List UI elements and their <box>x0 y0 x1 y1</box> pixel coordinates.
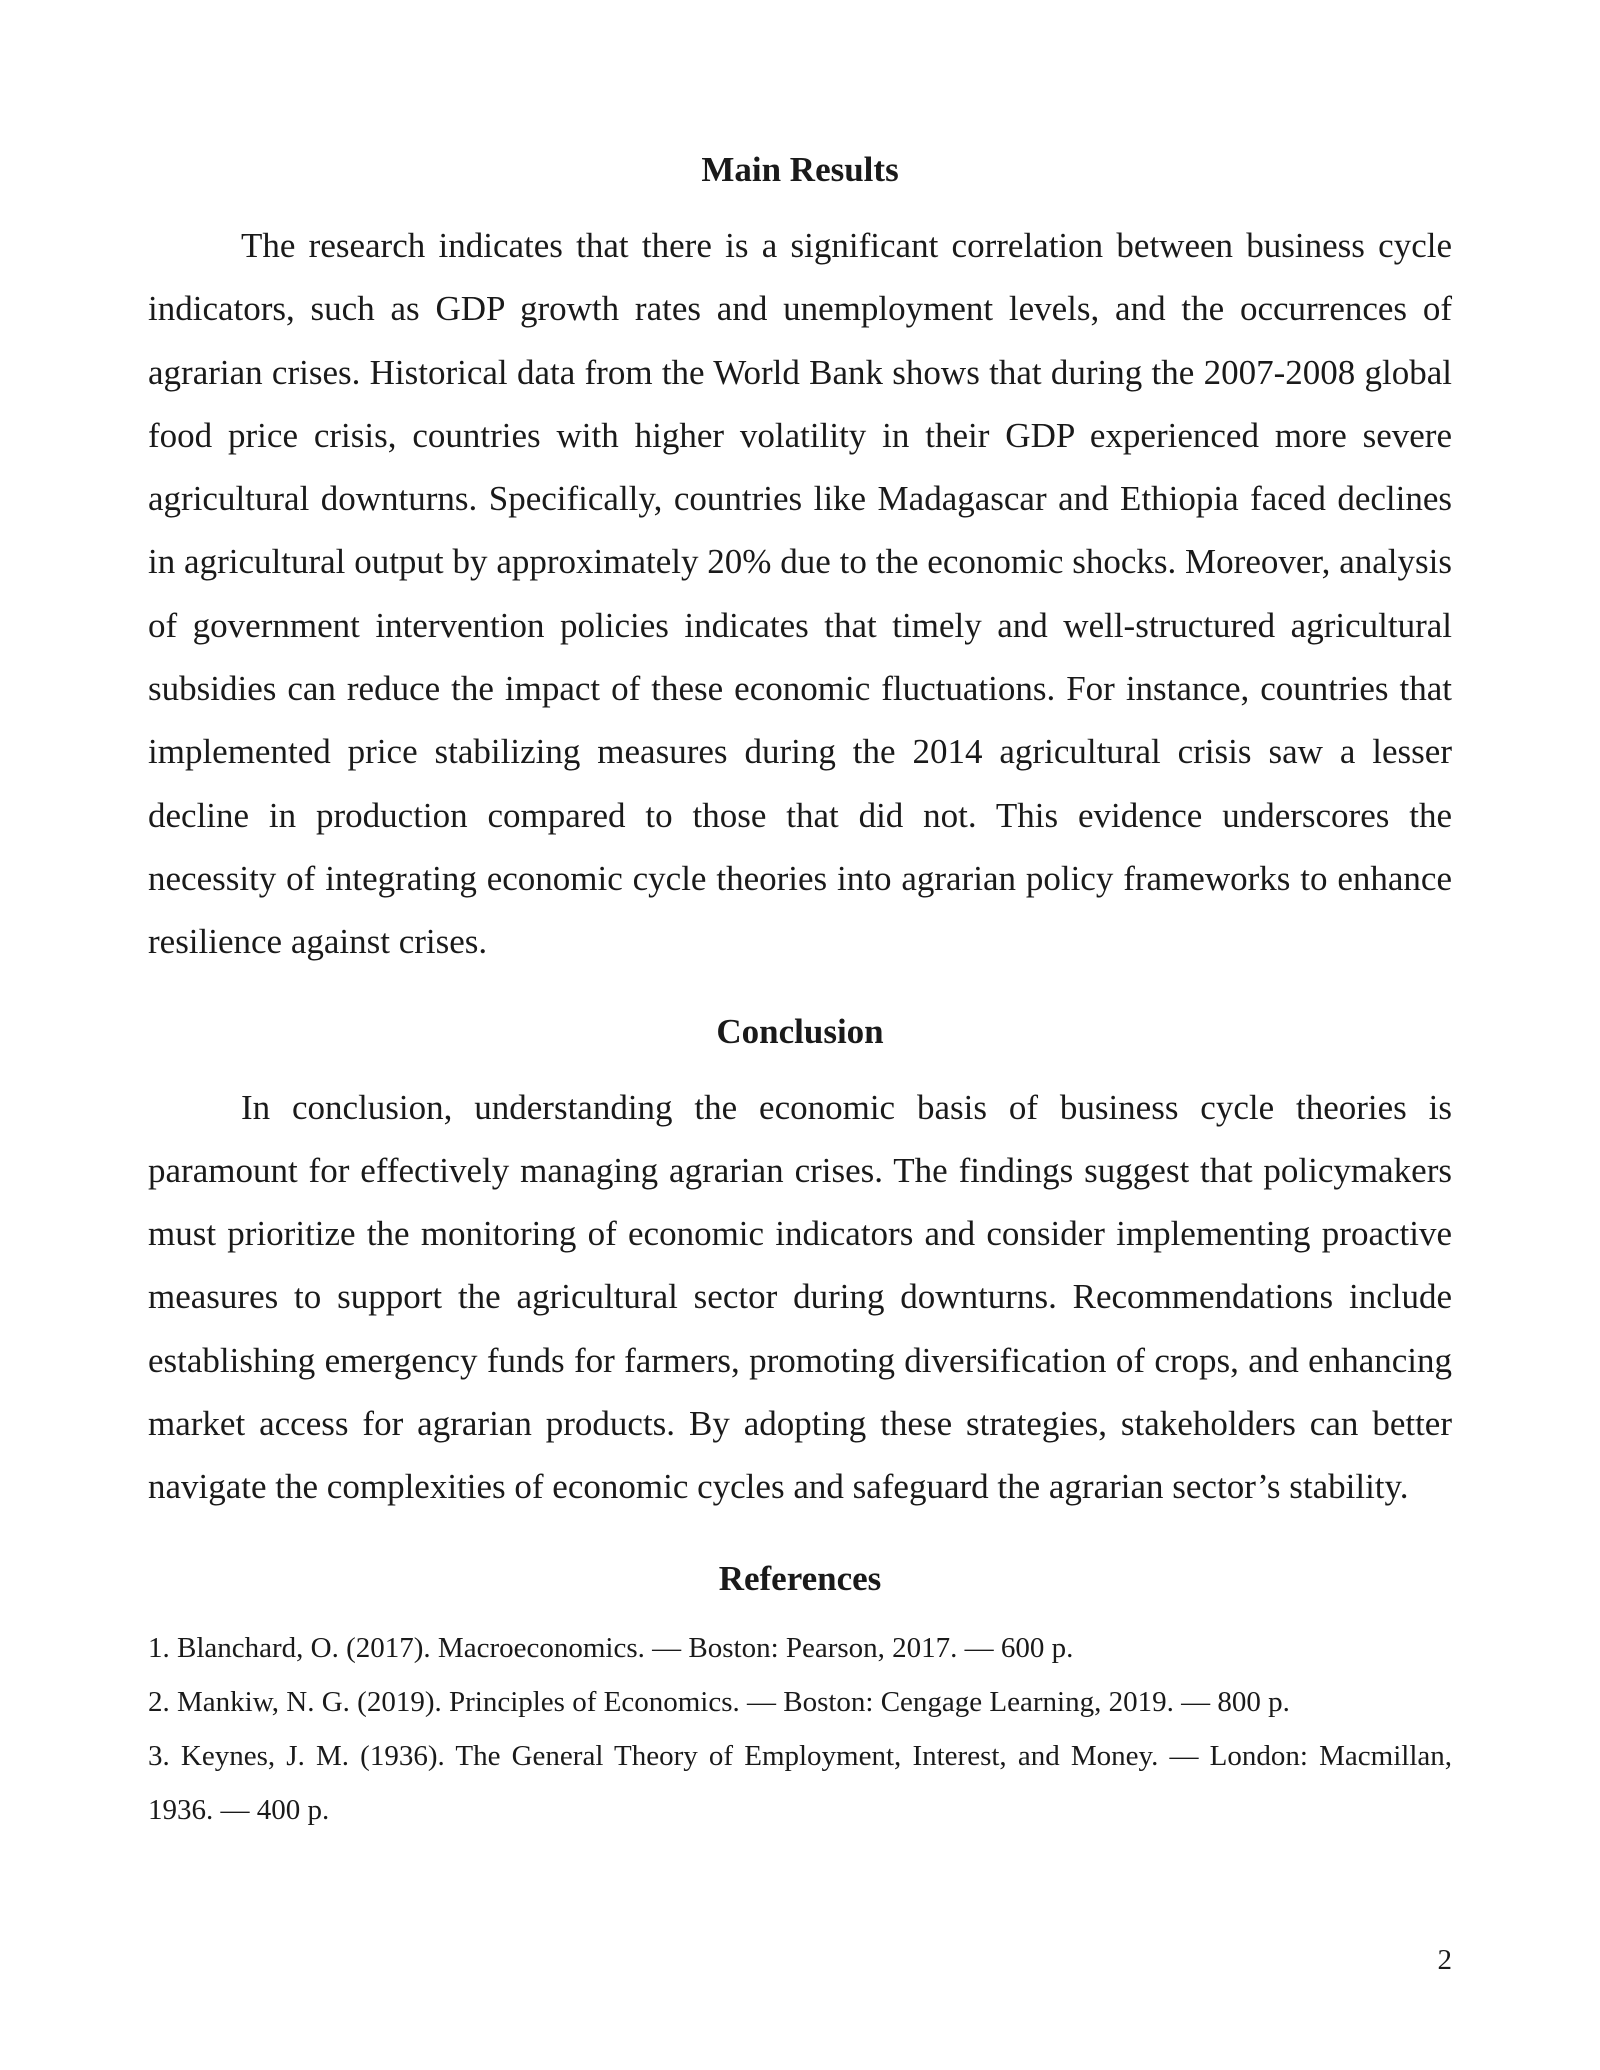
reference-item: 2. Mankiw, N. G. (2019). Principles of Economics. — Boston: Cengage Learning, 2019. — 800 p. <box>148 1685 1290 1718</box>
references-list <box>148 1621 1452 1837</box>
reference-item: 3. Keynes, J. M. (1936). The General Theory of Employment, Interest, and Money. — London: Macmillan, 1936. — 400 p. <box>148 1739 1452 1826</box>
document-page <box>148 148 1452 1837</box>
reference-item: 1. Blanchard, O. (2017). Macroeconomics. — Boston: Pearson, 2017. — 600 p. <box>148 1631 1074 1664</box>
references-heading: References <box>718 1558 882 1598</box>
main-results-heading: Main Results <box>701 150 899 189</box>
conclusion-heading: Conclusion <box>716 1011 884 1051</box>
page-number: 2 <box>1437 1944 1452 1976</box>
conclusion-paragraph: In conclusion, understanding the economic basis of business cycle theories is paramount for effectively managing agrarian crises. The findings suggest that policymakers must prioritize the monitoring of economic indicators and consider implementing proactive measures to support the agricultural sector during downturns. Recommendations include establishing emergency funds for farmers, promoting diversification of crops, and enhancing market access for agrarian products. By adopting these strategies, stakeholders can better navigate the complexities of economic cycles and safeguard the agrarian sector’s stability. <box>148 1087 1452 1507</box>
main-results-paragraph: The research indicates that there is a significant correlation between business cycle indicators, such as GDP growth rates and unemployment levels, and the occurrences of agrarian crises. Historical data from the World Bank shows that during the 2007-2008 global food price crisis, countries with higher volatility in their GDP experienced more severe agricultural downturns. Specifically, countries like Madagascar and Ethiopia faced declines in agricultural output by approximately 20% due to the economic shocks. Moreover, analysis of government intervention policies indicates that timely and well-structured agricultural subsidies can reduce the impact of these economic fluctuations. For instance, countries that implemented price stabilizing measures during the 2014 agricultural crisis saw a lesser decline in production compared to those that did not. This evidence underscores the necessity of integrating economic cycle theories into agrarian policy frameworks to enhance resilience against crises. <box>148 226 1452 962</box>
